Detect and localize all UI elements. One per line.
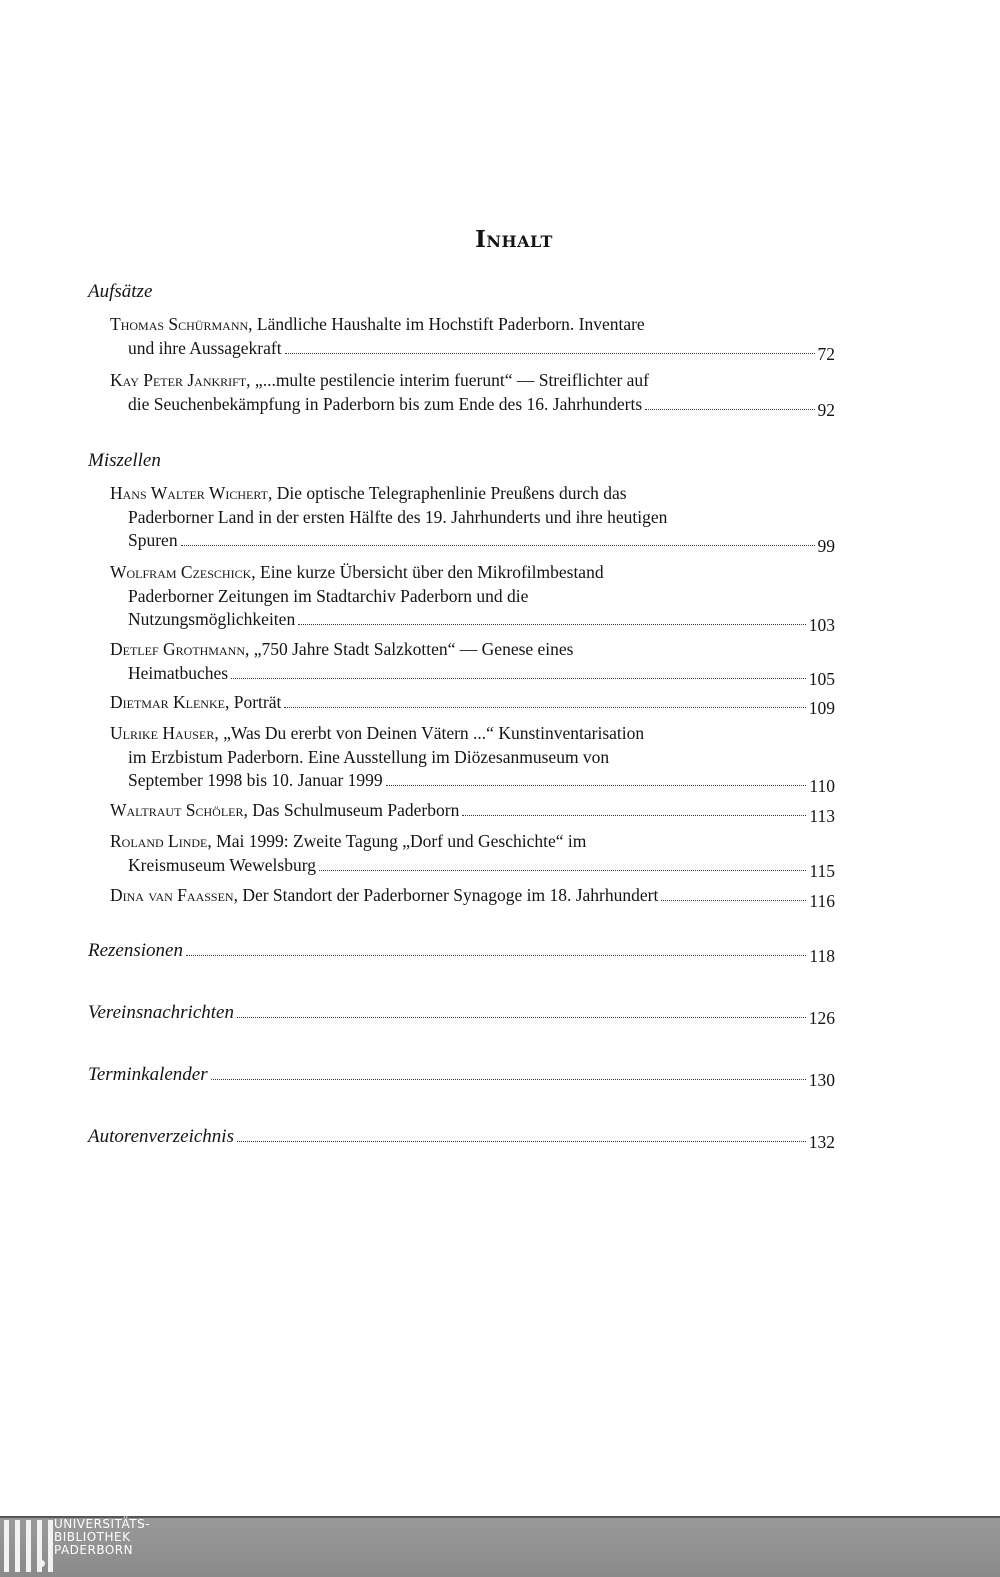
- library-logo-text: [54, 1518, 150, 1557]
- library-logo-icon: [4, 1520, 53, 1572]
- page-number: 103: [808, 615, 835, 635]
- entry-title-line: Nutzungsmöglichkeiten: [128, 609, 296, 629]
- toc-entry: [110, 313, 835, 364]
- page-number: 116: [809, 891, 835, 911]
- entry-title-line: „750 Jahre Stadt Salzkotten“ — Genese eines: [253, 639, 574, 659]
- toc-entry: [110, 830, 835, 881]
- page-number: 130: [808, 1070, 835, 1090]
- dot-leader: [237, 1141, 806, 1142]
- page-number: 132: [808, 1132, 835, 1152]
- toc-entry: [110, 691, 835, 718]
- page-number: 109: [808, 698, 835, 718]
- page-number: 126: [808, 1008, 835, 1028]
- entry-author: Kay Peter Jankrift,: [110, 370, 251, 390]
- toc-entry: [110, 561, 835, 635]
- entry-author: Hans Walter Wichert,: [110, 483, 273, 503]
- dot-leader: [319, 870, 806, 871]
- entry-title-line: Kreismuseum Wewelsburg: [128, 854, 316, 875]
- toc-entry: [110, 369, 835, 420]
- dot-leader: [237, 1017, 806, 1018]
- entry-title-line: Ländliche Haushalte im Hochstift Paderborn. Inventare: [256, 314, 645, 334]
- page-title: [0, 226, 1000, 253]
- entry-author: Dietmar Klenke,: [110, 692, 230, 712]
- entry-title-line: Die optische Telegraphenlinie Preußens durch das: [276, 483, 627, 503]
- entry-title-line: Mai 1999: Zweite Tagung „Dorf und Geschichte“ im: [216, 831, 587, 851]
- page-number: 118: [809, 946, 835, 966]
- page-number: 72: [817, 343, 835, 364]
- dot-leader: [462, 815, 806, 816]
- toc-entry: [110, 799, 835, 826]
- dot-leader: [231, 678, 806, 679]
- page-number: 113: [809, 806, 835, 826]
- logo-line-1: UNIVERSITÄTS-: [54, 1517, 151, 1531]
- dot-leader: [386, 785, 807, 786]
- entry-title-line: die Seuchenbekämpfung in Paderborn bis zum Ende des 16. Jahrhunderts: [128, 393, 643, 414]
- dot-leader: [645, 409, 814, 410]
- entry-title-line: Porträt: [233, 692, 282, 712]
- entry-title-line: und ihre Aussagekraft: [128, 337, 282, 358]
- entry-title-line: Das Schulmuseum Paderborn: [252, 800, 460, 820]
- dot-leader: [211, 1079, 806, 1080]
- entry-title-line: Spuren: [128, 530, 178, 550]
- dot-leader: [298, 624, 806, 625]
- logo-line-2: BIBLIOTHEK: [54, 1530, 131, 1544]
- entry-author: Thomas Schürmann,: [110, 314, 253, 334]
- dot-leader: [284, 707, 805, 708]
- section-heading-aufsaetze: Aufsätze: [88, 281, 153, 302]
- page-number: 110: [809, 776, 835, 796]
- section-heading-autorenverzeichnis: Autorenverzeichnis: [88, 1126, 234, 1147]
- dot-leader: [186, 955, 806, 956]
- page-number: 99: [817, 536, 835, 556]
- toc-entry: [110, 884, 835, 911]
- section-heading-rezensionen: Rezensionen: [88, 940, 183, 961]
- entry-author: Ulrike Hauser,: [110, 723, 219, 743]
- section-heading-terminkalender: Terminkalender: [88, 1064, 208, 1085]
- entry-author: Wolfram Czeschick,: [110, 562, 256, 582]
- entry-title-line: „Was Du ererbt von Deinen Vätern ...“ Kunstinventarisation: [223, 723, 645, 743]
- entry-title-line: September 1998 bis 10. Januar 1999: [128, 770, 383, 790]
- toc-entry: [110, 638, 835, 689]
- entry-title-line: Der Standort der Paderborner Synagoge im 18. Jahrhundert: [242, 885, 659, 905]
- page-number: 92: [817, 399, 835, 420]
- entry-title-line: Eine kurze Übersicht über den Mikrofilmbestand: [260, 562, 604, 582]
- entry-author: Roland Linde,: [110, 831, 212, 851]
- entry-author: Detlef Grothmann,: [110, 639, 250, 659]
- toc-entry: [110, 482, 835, 556]
- entry-title-line: Heimatbuches: [128, 662, 229, 683]
- dot-leader: [285, 353, 815, 354]
- entry-author: Waltraut Schöler,: [110, 800, 248, 820]
- entry-title-line: im Erzbistum Paderborn. Eine Ausstellung im Diözesanmuseum von: [128, 746, 610, 767]
- logo-dot-icon: [38, 1560, 45, 1567]
- page-number: 105: [808, 668, 835, 689]
- title-text: Inhalt: [475, 226, 553, 253]
- page-number: 115: [809, 860, 835, 881]
- section-heading-miszellen: Miszellen: [88, 450, 161, 471]
- dot-leader: [181, 545, 815, 546]
- entry-author: Dina van Faassen,: [110, 885, 238, 905]
- section-heading-vereinsnachrichten: Vereinsnachrichten: [88, 1002, 234, 1023]
- entry-title-line: Paderborner Land in der ersten Hälfte des 19. Jahrhunderts und ihre heutigen: [128, 506, 668, 527]
- toc-section-autorenverzeichnis: [88, 1126, 835, 1152]
- toc-section-rezensionen: [88, 940, 835, 966]
- toc-entry: [110, 722, 835, 796]
- entry-title-line: Paderborner Zeitungen im Stadtarchiv Paderborn und die: [128, 585, 529, 606]
- toc-section-vereinsnachrichten: [88, 1002, 835, 1028]
- logo-line-3: PADERBORN: [54, 1543, 134, 1557]
- entry-title-line: „...multe pestilencie interim fuerunt“ — Streiflichter auf: [254, 370, 650, 390]
- dot-leader: [661, 900, 806, 901]
- toc-section-terminkalender: [88, 1064, 835, 1090]
